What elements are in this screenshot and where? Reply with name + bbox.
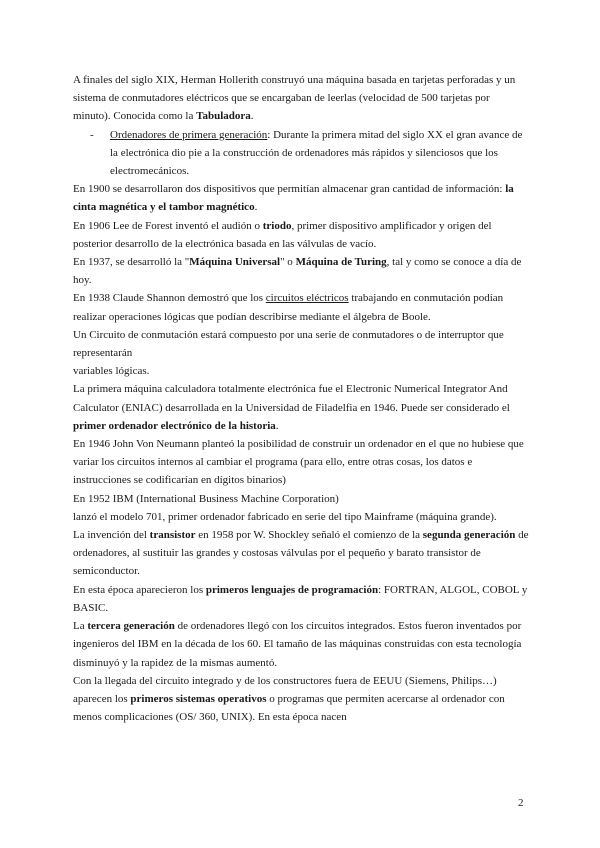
paragraph-variables-logicas: variables lógicas. — [73, 365, 150, 378]
paragraph-transistor: La invención del transistor en 1958 por W. Shockley señaló el comienzo de la segunda generación de ordenadores, al sustituir las grandes y costosas válvulas por el pequeño y barato transistor de semiconductor. — [73, 529, 529, 578]
term-maquina-turing: Máquina de Turing — [295, 256, 387, 269]
term-circuitos-electricos: circuitos eléctricos — [265, 292, 349, 305]
term-maquina-universal: Máquina Universal — [189, 256, 281, 269]
list-item-primera-generacion: - Ordenadores de primera generación: Durante la primera mitad del siglo XX el gran avance de la electrónica dio pie a la construcción de ordenadores más rápidos y silenciosos que los electromecánicos. — [73, 126, 529, 181]
term-transistor: transistor — [149, 529, 196, 542]
term-primera-generacion: Ordenadores de primera generación — [110, 128, 268, 141]
term-sistemas-operativos: primeros sistemas operativos — [130, 692, 267, 705]
document-body — [73, 71, 529, 726]
term-triodo: triodo — [262, 219, 292, 232]
paragraph-tabuladora: A finales del siglo XIX, Herman Hollerith construyó una máquina basada en tarjetas perforadas y un sistema de conmutadores eléctricos que se encargaban de leerlas (velocidad de 500 tarjetas por minuto). Conocida como la Tabuladora. — [73, 74, 516, 123]
paragraph-ibm-1952: En 1952 IBM (International Business Machine Corporation) — [73, 492, 339, 505]
page-number: 2 — [518, 797, 524, 809]
term-lenguajes-programacion: primeros lenguajes de programación — [205, 583, 379, 596]
term-tercera-generacion: tercera generación — [87, 620, 175, 633]
paragraph-tercera-generacion: La tercera generación de ordenadores llegó con los circuitos integrados. Estos fueron inventados por ingenieros del IBM en la década de los 60. El tamaño de las máquinas construidas con esta tecnología disminuyó y la rapidez de la mismas aumentó. — [73, 620, 522, 669]
paragraph-1900: En 1900 se desarrollaron dos dispositivos que permitían almacenar gran cantidad de información: la cinta magnética y el tambor magnético. — [73, 183, 514, 214]
term-tabuladora: Tabuladora — [196, 110, 251, 123]
paragraph-von-neumann: En 1946 John Von Neumann planteó la posibilidad de construir un ordenador en el que no hubiese que variar los circuitos internos al cambiar el programa (para ello, entre otras cosas, los datos e instrucciones se codificarían en dígitos binarios) — [73, 438, 524, 487]
term-cinta-tambor: la cinta magnética y el tambor magnético — [73, 183, 514, 214]
paragraph-1906: En 1906 Lee de Forest inventó el audión o triodo, primer dispositivo amplificador y origen del posterior desarrollo de la electrónica basada en las válvulas de vacío. — [73, 219, 492, 250]
paragraph-eniac: La primera máquina calculadora totalmente electrónica fue el Electronic Numerical Integrator And Calculator (ENIAC) desarrollada en la Universidad de Filadelfia en 1946. Puede ser considerado el primer ordenador electrónico de la historia. — [73, 383, 510, 432]
paragraph-modelo-701: lanzó el modelo 701, primer ordenador fabricado en serie del tipo Mainframe (máquina grande). — [73, 510, 497, 523]
paragraph-circuito-conmutacion: Un Circuito de conmutación estará compuesto por una serie de conmutadores o de interruptor que representarán — [73, 328, 504, 360]
paragraph-lenguajes: En esta época aparecieron los primeros lenguajes de programación: FORTRAN, ALGOL, COBOL y BASIC. — [73, 583, 528, 614]
paragraph-1938: En 1938 Claude Shannon demostró que los circuitos eléctricos trabajando en conmutación podían realizar operaciones lógicas que podían describirse mediante el álgebra de Boole. — [73, 292, 504, 323]
list-bullet-dash: - — [90, 128, 94, 141]
paragraph-sistemas-operativos: Con la llegada del circuito integrado y de los constructores fuera de EEUU (Siemens, Philips…) aparecen los primeros sistemas operativos o programas que permiten acercarse al ordenador con menos complicaciones (OS/ 360, UNIX). En esta época nacen — [73, 674, 505, 724]
paragraph-1937: En 1937, se desarrolló la "Máquina Universal" o Máquina de Turing, tal y como se conoce a día de hoy. — [73, 256, 522, 287]
term-primer-ordenador: primer ordenador electrónico de la historia — [73, 419, 276, 432]
term-segunda-generacion: segunda generación — [422, 529, 516, 542]
